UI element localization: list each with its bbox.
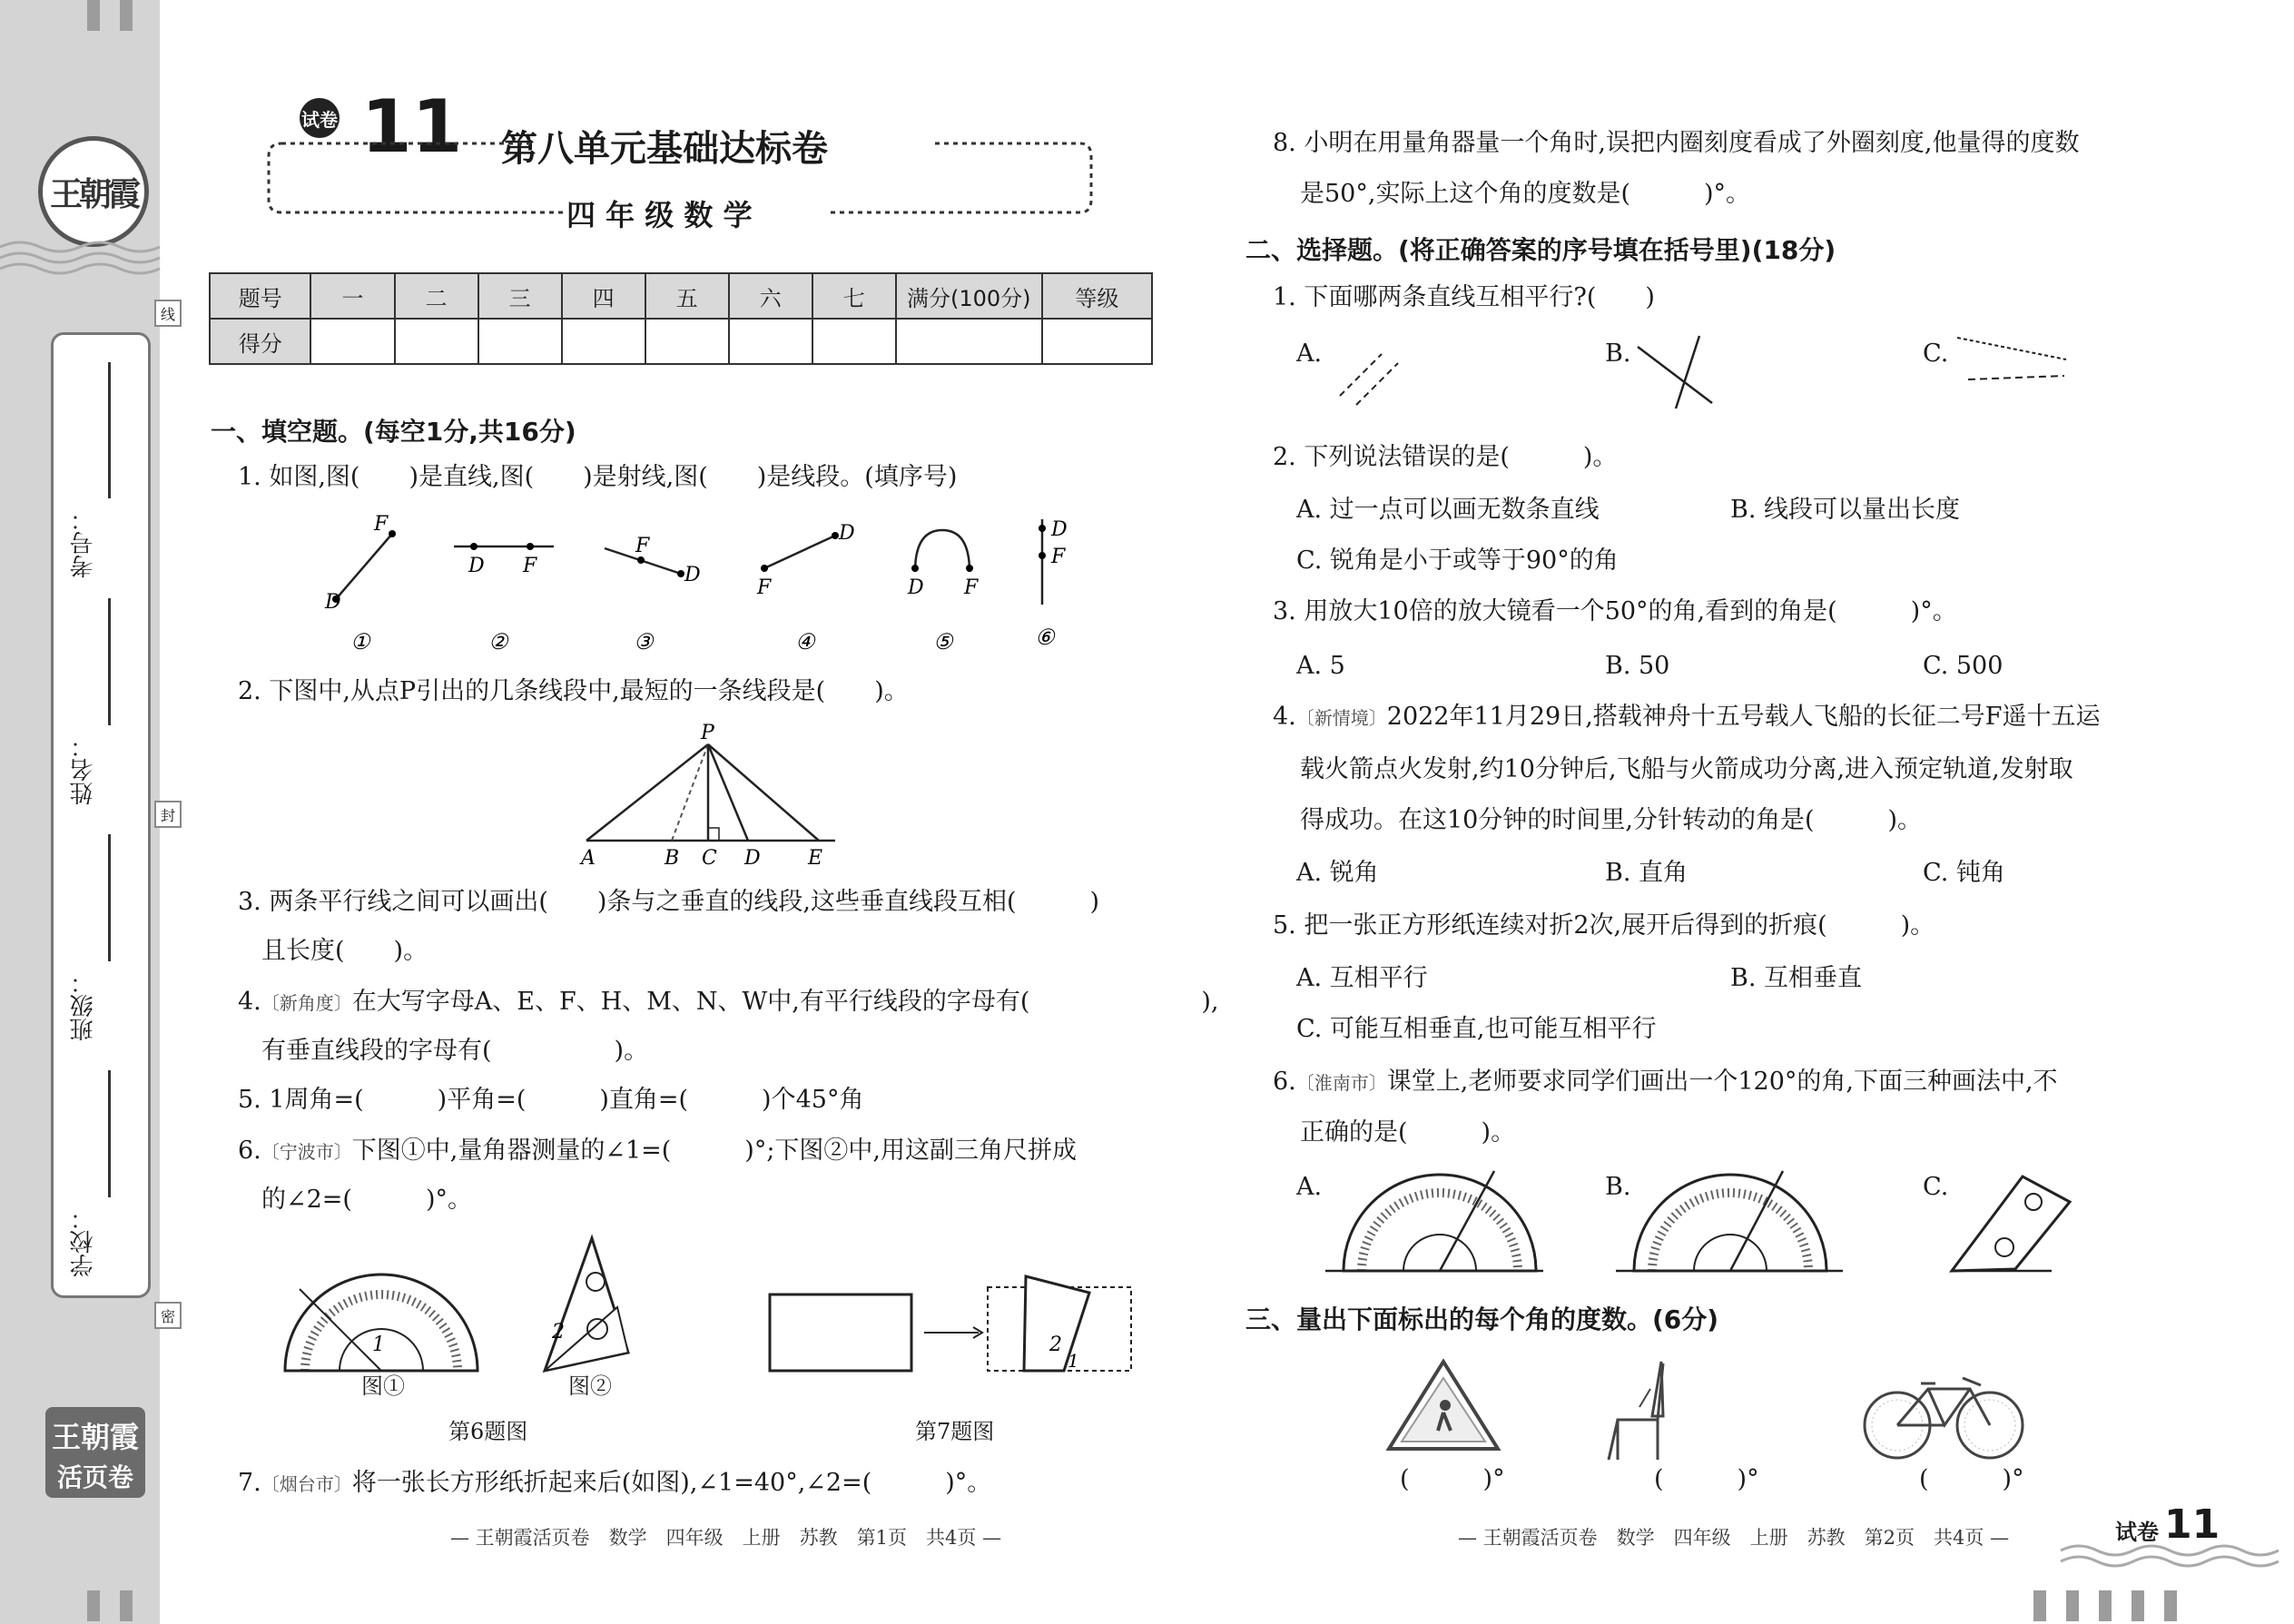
question-1-7: 7.〔烟台市〕将一张长方形纸折起来后(如图),∠1=40°,∠2=( )°。	[238, 1469, 992, 1497]
svg-text:D: D	[684, 564, 701, 586]
option-2-5-a[interactable]: A. 互相平行	[1296, 964, 1428, 992]
question-2-6a: 6.〔淮南市〕课堂上,老师要求同学们画出一个120°的角,下面三种画法中,不	[1273, 1068, 2058, 1096]
fig-label-1: ①	[350, 629, 370, 655]
option-2-1-a[interactable]: A.	[1296, 340, 1323, 368]
exam-number-label: 考号：	[70, 507, 97, 578]
question-2-4c: 得成功。在这10分钟的时间里,分针转动的角是( )。	[1300, 806, 1923, 834]
score-cell[interactable]	[1042, 319, 1152, 364]
svg-text:E: E	[808, 847, 823, 870]
option-2-1-c[interactable]: C.	[1923, 340, 1949, 368]
bottom-right-tick-marks	[2033, 1590, 2177, 1621]
section-1-heading: 一、填空题。(每空1分,共16分)	[211, 417, 576, 447]
question-1-6b: 的∠2=( )°。	[261, 1186, 472, 1214]
tag-yantai: 〔烟台市〕	[261, 1473, 352, 1495]
svg-text:D: D	[839, 522, 855, 545]
score-cell[interactable]	[812, 319, 896, 364]
score-table	[209, 272, 1153, 365]
svg-text:F: F	[1051, 546, 1066, 568]
score-header-cell: 题号	[210, 273, 310, 319]
tag-new-situation: 〔新情境〕	[1295, 707, 1387, 729]
page-subtitle: 四 年 级 数 学	[566, 198, 753, 232]
question-2-5: 5. 把一张正方形纸连续对折2次,展开后得到的折痕( )。	[1273, 911, 1935, 940]
option-2-1-b[interactable]: B.	[1605, 340, 1631, 368]
footer-page-2: — 王朝霞活页卷 数学 四年级 上册 苏教 第2页 共4页 —	[1458, 1527, 2010, 1549]
option-2-6-c[interactable]: C.	[1923, 1173, 1949, 1201]
option-2-5-c[interactable]: C. 可能互相垂直,也可能互相平行	[1296, 1015, 1657, 1043]
option-2-3-c[interactable]: C. 500	[1923, 652, 2004, 680]
tag-new-angle: 〔新角度〕	[261, 992, 352, 1014]
brand-seal-logo: 王朝霞	[38, 136, 149, 247]
name-line[interactable]	[108, 598, 111, 725]
footer-page-1: — 王朝霞活页卷 数学 四年级 上册 苏教 第1页 共4页 —	[450, 1527, 1002, 1549]
question-2-4b: 载火箭点火发射,约10分钟后,飞船与火箭成功分离,进入预定轨道,发射取	[1300, 755, 2073, 783]
score-cell[interactable]	[562, 319, 645, 364]
question-1-2: 2. 下图中,从点P引出的几条线段中,最短的一条线段是( )。	[238, 677, 909, 705]
parallel-line-options	[1331, 330, 2075, 412]
huoyejuan-logo: 王朝霞 活页卷	[45, 1407, 145, 1498]
svg-text:P: P	[701, 722, 714, 744]
school-label: 学校：	[70, 1206, 97, 1277]
question-1-4a: 4.〔新角度〕在大写字母A、E、F、H、M、N、W中,有平行线段的字母有( ),	[238, 988, 1219, 1016]
option-2-2-a[interactable]: A. 过一点可以画无数条直线	[1296, 496, 1600, 524]
line-figures	[309, 508, 1089, 663]
question-1-5: 5. 1周角=( )平角=( )直角=( )个45°角	[238, 1086, 864, 1114]
question-1-1: 1. 如图,图( )是直线,图( )是射线,图( )是线段。(填序号)	[238, 463, 958, 491]
option-2-4-b[interactable]: B. 直角	[1605, 859, 1689, 887]
svg-text:D: D	[468, 555, 485, 577]
option-2-2-c[interactable]: C. 锐角是小于或等于90°的角	[1296, 546, 1619, 575]
question-1-3b: 且长度( )。	[261, 937, 428, 965]
section-2-heading: 二、选择题。(将正确答案的序号填在括号里)(18分)	[1245, 235, 1836, 265]
bottom-tick-marks	[87, 1590, 133, 1621]
option-2-4-c[interactable]: C. 钝角	[1923, 859, 2005, 887]
question-1-8a: 8. 小明在用量角器量一个角时,误把内圈刻度看成了外圈刻度,他量得的度数	[1273, 129, 2080, 157]
option-2-3-b[interactable]: B. 50	[1605, 652, 1670, 680]
angle-measure-pictures	[1380, 1353, 2052, 1462]
fig-label-4: ④	[795, 629, 815, 655]
question-1-4b: 有垂直线段的字母有( )。	[261, 1037, 649, 1065]
score-header-cell: 六	[729, 273, 812, 319]
question-1-3a: 3. 两条平行线之间可以画出( )条与之垂直的线段,这些垂直线段互相( )	[238, 888, 1100, 916]
class-line[interactable]	[108, 834, 111, 961]
protractor-and-fold-figures	[272, 1235, 1144, 1462]
option-2-2-b[interactable]: B. 线段可以量出长度	[1730, 496, 1961, 524]
score-cell[interactable]	[729, 319, 812, 364]
corner-number: 11	[2164, 1501, 2220, 1548]
fig-1-caption: 图①	[361, 1373, 405, 1399]
svg-text:2: 2	[552, 1321, 565, 1343]
question-2-2: 2. 下列说法错误的是( )。	[1273, 443, 1618, 471]
svg-text:C: C	[702, 847, 717, 870]
wave-decoration	[0, 238, 160, 274]
page-title: 第八单元基础达标卷	[501, 128, 828, 170]
figure-6-caption: 第6题图	[448, 1419, 528, 1444]
exam-badge: 试卷	[300, 98, 340, 138]
score-header-cell: 二	[395, 273, 478, 319]
cut-mark-seal: 封	[154, 801, 182, 828]
school-line[interactable]	[108, 1070, 111, 1197]
fig-label-2: ②	[488, 629, 508, 655]
exam-number: 11	[361, 84, 463, 169]
option-2-5-b[interactable]: B. 互相垂直	[1730, 964, 1863, 992]
svg-text:D: D	[908, 576, 924, 599]
figure-7-caption: 第7题图	[915, 1419, 995, 1444]
tag-huainan: 〔淮南市〕	[1295, 1072, 1387, 1094]
score-row-label: 得分	[210, 319, 310, 364]
score-cell[interactable]	[478, 319, 562, 364]
answer-blank-2[interactable]: ( )°	[1654, 1465, 1759, 1493]
score-cell[interactable]	[896, 319, 1042, 364]
corner-badge: 试卷	[2115, 1520, 2159, 1545]
cut-mark-secret: 密	[154, 1302, 182, 1329]
svg-text:F: F	[374, 513, 389, 536]
svg-text:D: D	[1051, 518, 1068, 541]
question-1-6a: 6.〔宁波市〕下图①中,量角器测量的∠1=( )°;下图②中,用这副三角尺拼成	[238, 1137, 1078, 1165]
fig-label-3: ③	[634, 629, 654, 655]
score-header-cell: 五	[645, 273, 729, 319]
svg-text:1: 1	[1068, 1350, 1079, 1372]
svg-text:F: F	[964, 576, 979, 599]
top-tick-marks	[87, 0, 133, 31]
fig-2-caption: 图②	[568, 1373, 612, 1399]
option-2-4-a[interactable]: A. 锐角	[1296, 859, 1379, 887]
svg-text:F: F	[757, 576, 772, 599]
svg-text:F: F	[635, 535, 650, 557]
option-2-3-a[interactable]: A. 5	[1296, 652, 1345, 680]
svg-text:F: F	[523, 555, 537, 577]
cut-mark-line: 线	[154, 300, 182, 327]
svg-text:2: 2	[1049, 1334, 1062, 1356]
svg-text:1: 1	[372, 1334, 385, 1356]
tag-ningbo: 〔宁波市〕	[261, 1141, 352, 1163]
fig-label-6: ⑥	[1035, 625, 1055, 650]
score-cell[interactable]	[645, 319, 729, 364]
question-2-1: 1. 下面哪两条直线互相平行?( )	[1273, 283, 1655, 311]
question-2-3: 3. 用放大10倍的放大镜看一个50°的角,看到的角是( )°。	[1273, 597, 1957, 625]
question-1-8b: 是50°,实际上这个角的度数是( )°。	[1300, 180, 1751, 208]
svg-text:D: D	[325, 591, 341, 614]
point-p-figure	[581, 722, 844, 871]
score-header-cell: 三	[478, 273, 562, 319]
option-2-6-b[interactable]: B.	[1605, 1173, 1631, 1201]
exam-number-line[interactable]	[108, 362, 111, 498]
answer-blank-3[interactable]: ( )°	[1919, 1465, 2024, 1493]
class-label: 班级：	[70, 970, 97, 1041]
svg-text:B: B	[665, 847, 680, 870]
svg-text:D: D	[744, 847, 761, 870]
score-header-cell: 满分(100分)	[896, 273, 1042, 319]
score-header-cell: 等级	[1042, 273, 1152, 319]
option-2-6-a[interactable]: A.	[1296, 1173, 1323, 1201]
score-header-cell: 七	[812, 273, 896, 319]
question-2-6b: 正确的是( )。	[1300, 1118, 1516, 1147]
score-cell[interactable]	[310, 319, 394, 364]
section-3-heading: 三、量出下面标出的每个角的度数。(6分)	[1245, 1304, 1719, 1334]
score-header-cell: 四	[562, 273, 645, 319]
answer-blank-1[interactable]: ( )°	[1400, 1465, 1505, 1493]
score-header-cell: 一	[310, 273, 394, 319]
name-label: 姓名：	[70, 734, 97, 805]
protractor-options	[1325, 1166, 2088, 1284]
fig-label-5: ⑤	[933, 629, 953, 655]
svg-text:A: A	[581, 847, 596, 870]
score-cell[interactable]	[395, 319, 478, 364]
student-info-box	[51, 332, 151, 1298]
question-2-4a: 4.〔新情境〕2022年11月29日,搭载神舟十五号载人飞船的长征二号F遥十五运	[1273, 703, 2101, 731]
